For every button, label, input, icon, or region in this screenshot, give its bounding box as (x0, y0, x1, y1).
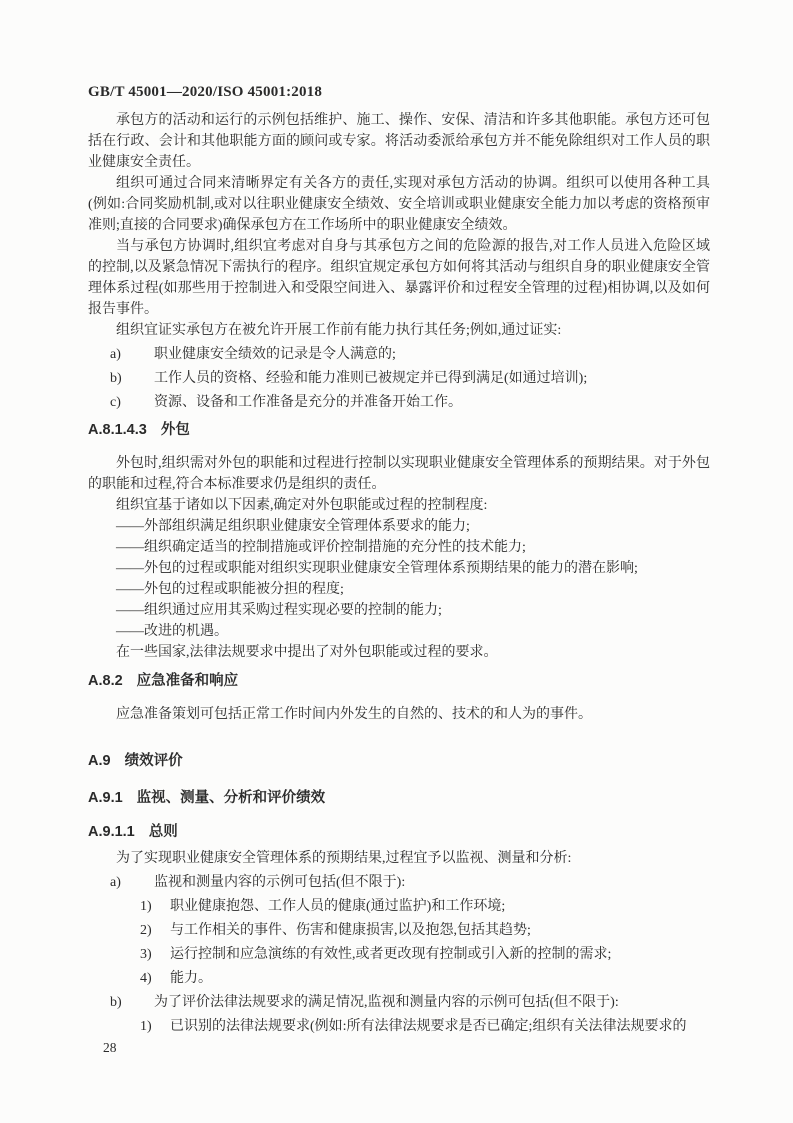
list-marker: b) (110, 995, 122, 1010)
clause-heading-emergency (88, 671, 710, 692)
paragraph-monitor-intro: 为了实现职业健康安全管理体系的预期结果,过程宜予以监视、测量和分析: (116, 851, 572, 866)
standard-reference-header: GB/T 45001—2020/ISO 45001:2018 (88, 84, 323, 100)
list-item (88, 992, 710, 1013)
paragraph-legal-note: 在一些国家,法律法规要求中提出了对外包职能或过程的要求。 (116, 645, 498, 660)
list-item-text: 职业健康安全绩效的记录是令人满意的; (154, 347, 396, 362)
list-item-text: 资源、设备和工作准备是充分的并准备开始工作。 (154, 395, 462, 410)
list-item (88, 944, 710, 965)
paragraph-coordination-hazards: 当与承包方协调时,组织宜考虑对自身与其承包方之间的危险源的报告,对工作人员进入危险区域的控制,以及紧急情况下需执行的程序。组织宜规定承包方如何将其活动与组织自身的职业健康安全管理体系过程(如那些用于控制进入和受限空间进入、暴露评价和过程安全管理的过程)相协调,以及如何报告事件。 (88, 239, 710, 317)
clause-title: 总则 (148, 824, 178, 840)
list-item-text: 能力。 (170, 971, 212, 986)
list-marker: c) (110, 395, 121, 410)
list-item (88, 1016, 710, 1037)
dash-list-item: ——外部组织满足组织职业健康安全管理体系要求的能力; (116, 519, 470, 534)
paragraph-emergency: 应急准备策划可包括正常工作时间内外发生的自然的、技术的和人为的事件。 (116, 707, 592, 722)
list-marker: b) (110, 371, 122, 386)
list-item-text: 运行控制和应急演练的有效性,或者更改现有控制或引入新的控制的需求; (170, 947, 612, 962)
clause-heading-general (88, 822, 710, 843)
clause-heading-outsourcing (88, 420, 710, 441)
clause-heading-monitoring (88, 788, 710, 809)
list-marker: a) (110, 347, 121, 362)
document-body (88, 110, 710, 1037)
list-item (88, 344, 710, 365)
list-item-text: 为了评价法律法规要求的满足情况,监视和测量内容的示例可包括(但不限于): (154, 995, 619, 1010)
list-item-text: 职业健康抱怨、工作人员的健康(通过监护)和工作环境; (170, 899, 506, 914)
list-marker: 3) (140, 947, 152, 962)
list-marker: a) (110, 875, 121, 890)
list-marker: 1) (140, 1019, 152, 1034)
clause-heading-performance (88, 751, 710, 772)
clause-title: 应急准备和响应 (136, 673, 239, 689)
list-item (88, 920, 710, 941)
clause-number: A.8.2 (88, 673, 123, 689)
dash-list-item: ——组织确定适当的控制措施或评价控制措施的充分性的技术能力; (116, 540, 526, 555)
list-marker: 4) (140, 971, 152, 986)
page-number: 28 (103, 1040, 117, 1055)
clause-number: A.9.1 (88, 790, 123, 806)
clause-number: A.8.1.4.3 (88, 422, 147, 438)
list-item (88, 968, 710, 989)
paragraph-outsourcing: 外包时,组织需对外包的职能和过程进行控制以实现职业健康安全管理体系的预期结果。对于外包的职能和过程,符合本标准要求仍是组织的责任。 (88, 456, 710, 492)
paragraph-control-intro: 组织宜基于诸如以下因素,确定对外包职能或过程的控制程度: (116, 498, 488, 513)
list-item-text: 已识别的法律法规要求(例如:所有法律法规要求是否已确定;组织有关法律法规要求的 (170, 1019, 687, 1034)
clause-number: A.9 (88, 753, 111, 769)
list-item-text: 工作人员的资格、经验和能力准则已被规定并已得到满足(如通过培训); (154, 371, 588, 386)
list-marker: 1) (140, 899, 152, 914)
dash-list-item: ——组织通过应用其采购过程实现必要的控制的能力; (116, 603, 442, 618)
paragraph-verify-intro: 组织宜证实承包方在被允许开展工作前有能力执行其任务;例如,通过证实: (116, 323, 562, 338)
dash-list-item: ——改进的机遇。 (116, 624, 228, 639)
clause-number: A.9.1.1 (88, 824, 135, 840)
list-item (88, 368, 710, 389)
paragraph-contract-coordination: 组织可通过合同来清晰界定有关各方的责任,实现对承包方活动的协调。组织可以使用各种工具(例如:合同奖励机制,或对以往职业健康安全绩效、安全培训或职业健康安全能力加以考虑的资格预审准则;直接的合同要求)确保承包方在工作场所中的职业健康安全绩效。 (88, 176, 710, 233)
list-item (88, 896, 710, 917)
list-item-text: 与工作相关的事件、伤害和健康损害,以及抱怨,包括其趋势; (170, 923, 531, 938)
clause-title: 外包 (160, 422, 190, 438)
paragraph-contractor-examples: 承包方的活动和运行的示例包括维护、施工、操作、安保、清洁和许多其他职能。承包方还可包括在行政、会计和其他职能方面的顾问或专家。将活动委派给承包方并不能免除组织对工作人员的职业健康安全责任。 (88, 113, 710, 170)
list-item (88, 392, 710, 413)
clause-title: 监视、测量、分析和评价绩效 (136, 790, 326, 806)
dash-list-item: ——外包的过程或职能被分担的程度; (116, 582, 344, 597)
list-item-text: 监视和测量内容的示例可包括(但不限于): (154, 875, 406, 890)
clause-title: 绩效评价 (124, 753, 183, 769)
list-item (88, 872, 710, 893)
dash-list-item: ——外包的过程或职能对组织实现职业健康安全管理体系预期结果的能力的潜在影响; (116, 561, 638, 576)
list-marker: 2) (140, 923, 152, 938)
